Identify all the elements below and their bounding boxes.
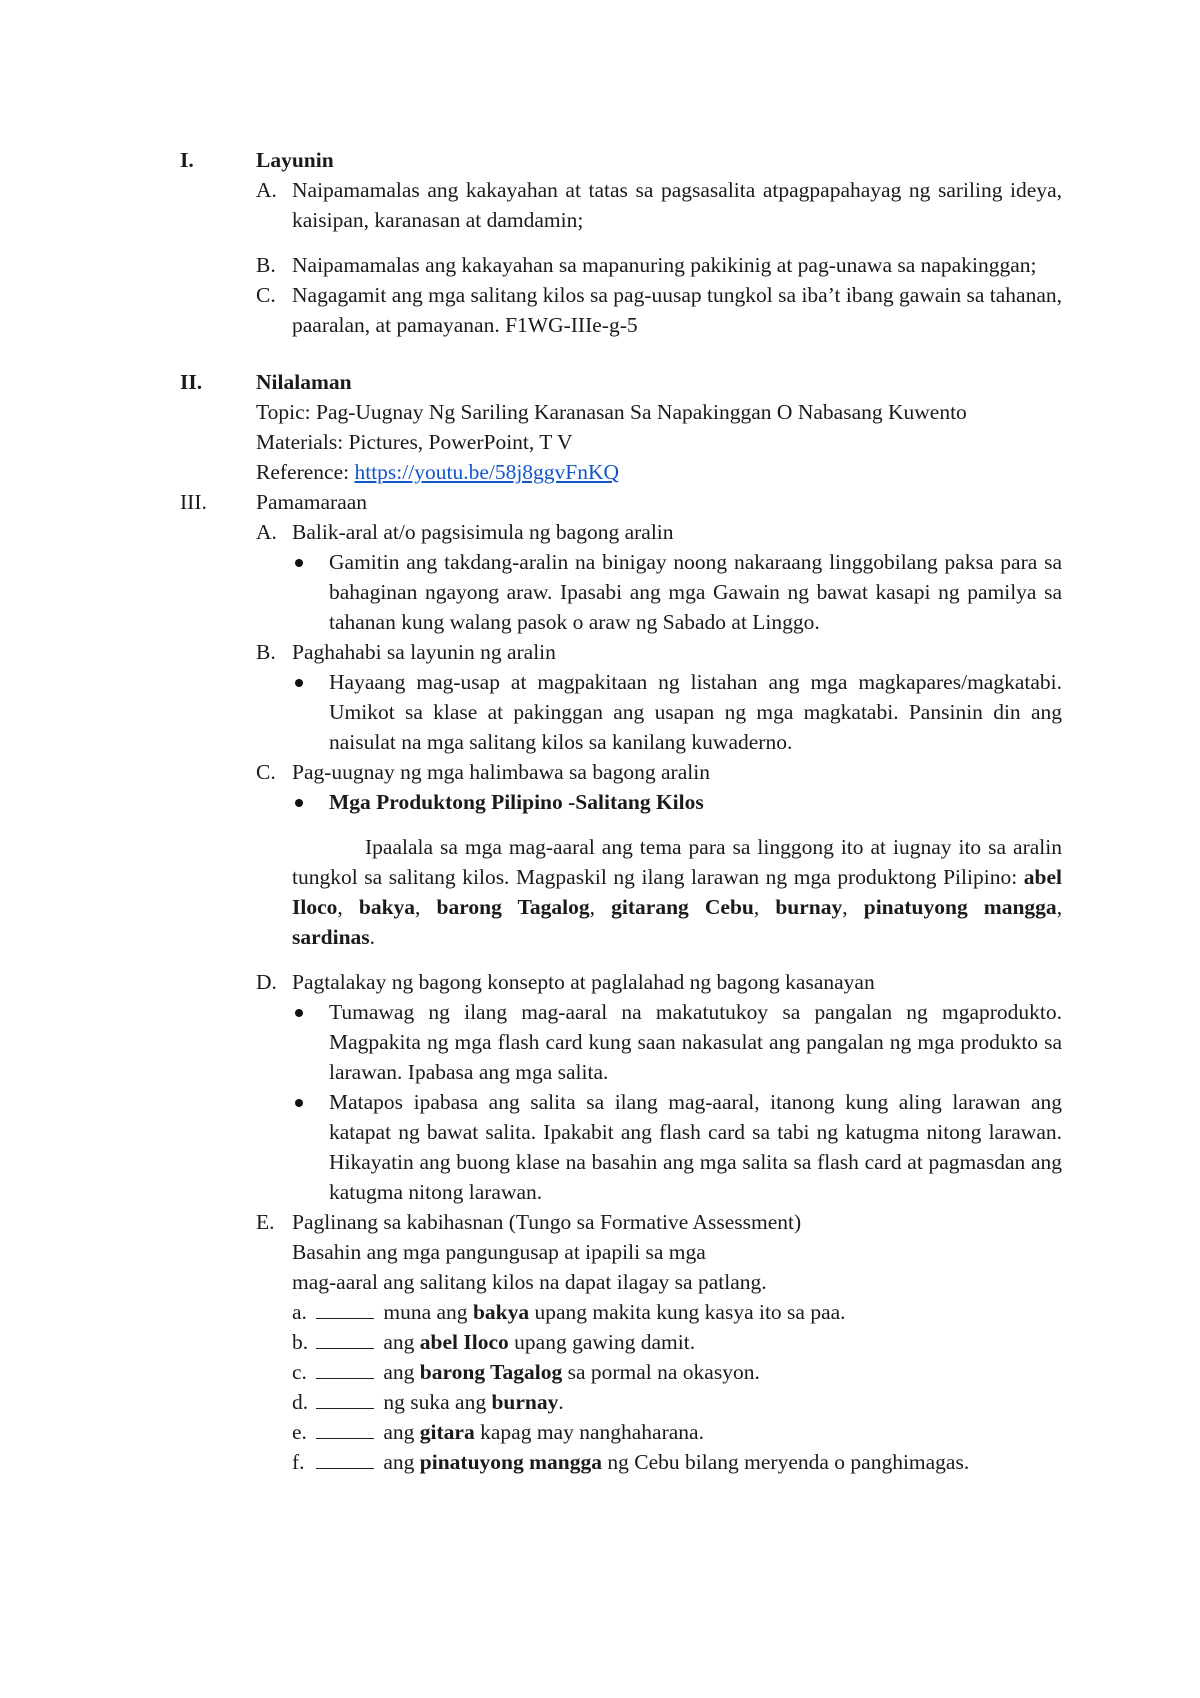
product-name: pinatuyong mangga (863, 895, 1057, 919)
sentence-part: muna ang (378, 1300, 473, 1324)
bullet-item: Gamitin ang takdang-aralin na binigay noong nakaraang linggobilang paksa para sa bahaginan ngayong araw. Ipasabi ang mga Gawain ng bawat kasapi ng pamilya sa tahanan kung walang pasok o araw ng Sabado at Linggo. (329, 547, 1062, 637)
sentence-part: ng suka ang (378, 1390, 492, 1414)
item-label: e. (292, 1420, 307, 1444)
exercise-list (292, 1297, 1062, 1477)
objective-b (256, 250, 1062, 280)
section-title: Nilalaman (256, 370, 352, 394)
item-label: d. (292, 1390, 309, 1414)
product-word: bakya (472, 1300, 530, 1324)
period: . (369, 925, 376, 949)
product-word: burnay (491, 1390, 559, 1414)
objective-text: Naipamamalas ang kakayahan at tatas sa pagsasalita atpagpapahayag ng sariling ideya, kaisipan, karanasan at damdamin; (292, 178, 1062, 232)
answer-blank[interactable] (316, 1359, 374, 1379)
section-title: Pamamaraan (256, 490, 368, 514)
separator: , (337, 895, 359, 919)
item-label: C. (256, 283, 276, 307)
section-number: I. (180, 148, 194, 172)
product-word: barong Tagalog (419, 1360, 563, 1384)
reference-label: Reference: (256, 460, 355, 484)
product-name: gitarang Cebu (611, 895, 754, 919)
objective-text: Naipamamalas ang kakayahan sa mapanuring pakikinig at pag-unawa sa napakinggan; (292, 253, 1037, 277)
sentence-part: ang (378, 1420, 420, 1444)
section-number: III. (180, 490, 207, 514)
separator: , (415, 895, 437, 919)
product-word: abel Iloco (419, 1330, 509, 1354)
exercise-item (292, 1447, 1062, 1477)
item-label: D. (256, 970, 277, 994)
exercise-item (292, 1327, 1062, 1357)
exercise-item (292, 1387, 1062, 1417)
sentence-part: upang gawing damit. (508, 1330, 696, 1354)
objective-a (256, 175, 1062, 235)
reference-link[interactable]: https://youtu.be/58j8ggvFnKQ (354, 460, 620, 484)
answer-blank[interactable] (316, 1389, 374, 1409)
reference-line (256, 457, 1062, 487)
section-pamamaraan (180, 487, 1063, 1477)
step-title: Pagtalakay ng bagong konsepto at paglalahad ng bagong kasanayan (292, 970, 875, 994)
materials-line: Materials: Pictures, PowerPoint, T V (256, 430, 573, 454)
product-paragraph (292, 832, 1062, 952)
answer-blank[interactable] (316, 1299, 374, 1319)
product-word: pinatuyong mangga (419, 1450, 603, 1474)
product-name: barong Tagalog (436, 895, 590, 919)
step-a (256, 517, 1062, 547)
section-title: Layunin (256, 148, 334, 172)
sentence-part: upang makita kung kasya ito sa paa. (529, 1300, 846, 1324)
step-b (256, 637, 1062, 667)
sentence-part: ang (378, 1450, 420, 1474)
item-label: C. (256, 760, 276, 784)
bullet-item: Tumawag ng ilang mag-aaral na makatutukoy sa pangalan ng mgaprodukto. Magpakita ng mga flash card kung saan nakasulat ang pangalan ng mga produkto sa larawan. Ipabasa ang mga salita. (329, 997, 1062, 1087)
step-title: Paghahabi sa layunin ng aralin (292, 640, 556, 664)
step-title: Pag-uugnay ng mga halimbawa sa bagong aralin (292, 760, 710, 784)
product-word: gitara (419, 1420, 475, 1444)
item-label: A. (256, 520, 277, 544)
instruction-line: mag-aaral ang salitang kilos na dapat ilagay sa patlang. (292, 1270, 767, 1294)
bullet-item: Hayaang mag-usap at magpakitaan ng listahan ang mga magkapares/magkatabi. Umikot sa klase at pakinggan ang usapan ng mga magkatabi. Pansinin din ang naisulat na mga salitang kilos sa kanilang kuwaderno. (329, 667, 1062, 757)
separator: , (842, 895, 864, 919)
sentence-part: . (558, 1390, 564, 1414)
product-name: sardinas (292, 925, 370, 949)
answer-blank[interactable] (316, 1329, 374, 1349)
step-title: Balik-aral at/o pagsisimula ng bagong aralin (292, 520, 674, 544)
paragraph-intro: Ipaalala sa mga mag-aaral ang tema para sa linggong ito at iugnay ito sa aralin tungkol sa salitang kilos. Magpaskil ng ilang larawan ng mga produktong Pilipino: (292, 835, 1062, 889)
item-label: E. (256, 1210, 275, 1234)
item-label: b. (292, 1330, 309, 1354)
product-name: abel Iloco (292, 865, 1062, 919)
section-layunin (180, 145, 1062, 340)
step-title: Paglinang sa kabihasnan (Tungo sa Formative Assessment) (292, 1210, 802, 1234)
item-label: f. (292, 1450, 305, 1474)
answer-blank[interactable] (316, 1449, 374, 1469)
separator: , (753, 895, 776, 919)
item-label: B. (256, 640, 276, 664)
item-label: c. (292, 1360, 307, 1384)
objective-text: Nagagamit ang mga salitang kilos sa pag-uusap tungkol sa iba’t ibang gawain sa tahanan, paaralan, at pamayanan. F1WG-IIIe-g-5 (292, 283, 1062, 337)
separator: , (589, 895, 612, 919)
exercise-item (292, 1297, 1062, 1327)
sentence-part: sa pormal na okasyon. (562, 1360, 760, 1384)
bullet-item: Mga Produktong Pilipino -Salitang Kilos (329, 787, 1062, 817)
instruction-line: Basahin ang mga pangungusap at ipapili sa mga (292, 1240, 706, 1264)
item-label: a. (292, 1300, 307, 1324)
step-e (256, 1207, 1062, 1237)
step-c (256, 757, 1062, 787)
sentence-part: ang (378, 1330, 420, 1354)
answer-blank[interactable] (316, 1419, 374, 1439)
separator: , (1056, 895, 1063, 919)
product-name: burnay (775, 895, 843, 919)
section-number: II. (180, 370, 203, 394)
step-d (256, 967, 1062, 997)
sentence-part: ang (378, 1360, 420, 1384)
topic-line: Topic: Pag-Uugnay Ng Sariling Karanasan Sa Napakinggan O Nabasang Kuwento (256, 400, 967, 424)
item-label: B. (256, 253, 276, 277)
bullet-item: Matapos ipabasa ang salita sa ilang mag-aaral, itanong kung aling larawan ang katapat ng bawat salita. Ipakabit ang flash card sa tabi ng katugma nitong larawan. Hikayatin ang buong klase na basahin ang mga salita sa flash card at pagmasdan ang katugma nitong larawan. (329, 1087, 1062, 1207)
item-label: A. (256, 178, 277, 202)
product-name: bakya (358, 895, 416, 919)
exercise-item (292, 1357, 1062, 1387)
sentence-part: kapag may nanghaharana. (474, 1420, 704, 1444)
section-nilalaman (180, 367, 1062, 487)
sentence-part: ng Cebu bilang meryenda o panghimagas. (602, 1450, 970, 1474)
objective-c (256, 280, 1062, 340)
exercise-item (292, 1417, 1062, 1447)
